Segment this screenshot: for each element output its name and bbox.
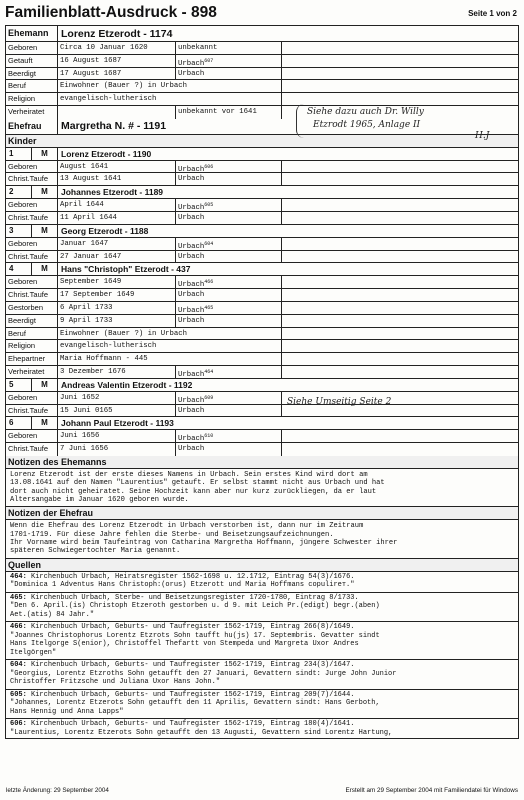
event-row [6,199,518,212]
wife-notes-text: Wenn die Ehefrau des Lorenz Etzerodt in Urbach verstorben ist, dann nur im Zeitraum 1701-1719. Für diese Jahre fehlen die Sterbe- und Beisetzungsaufzeichnungen. Ihr Vorname wird beim Taufeintrag von Catharina Margretha Hoffmann, jüngere Schwester ihrer späteren Schwiegertochter Maria genannt. [6,520,518,559]
footer [5,786,519,797]
husband-rows [6,42,518,119]
event-date: September 1649 [58,276,176,288]
wife-header [6,119,518,135]
event-value: Einwohner (Bauer ?) in Urbach [58,80,282,92]
event-value: Einwohner (Bauer ?) in Urbach [58,328,282,340]
event-place-text: unbekannt vor 1641 [178,107,257,116]
event-date: Juni 1656 [58,430,176,442]
child-number: 1 [6,148,32,160]
event-row [6,315,518,328]
event-label: Beerdigt [6,68,58,80]
event-label: Geboren [6,161,58,173]
empty-cell [282,430,518,442]
handwritten-initials: H.J [475,131,490,141]
event-row [6,212,518,225]
source-ref: 605 [204,202,214,209]
empty-cell [282,212,518,224]
event-place [176,173,282,185]
source-text: Kirchenbuch Urbach, Geburts- und Taufregister 1562-1719, Eintrag 234(3)/1647. "Georgius, Lorentz Etzroths Sohn getaufft den 27 Januari, Gevattern sindt: Jurge John Junior Christoffer Fritzsche und Juliana Uxor Hans John." [10,661,397,687]
event-place-text: Urbach [178,406,205,415]
event-row [6,251,518,264]
event-place-text: Urbach [178,213,205,222]
event-label: Christ.Taufe [6,443,58,456]
event-place-text: Urbach [178,291,205,300]
child-number: 3 [6,225,32,237]
child-header [6,263,518,276]
event-place [176,405,282,417]
event-row [6,405,518,418]
event-row [6,366,518,379]
event-date: 13 August 1641 [58,173,176,185]
source-text: Kirchenbuch Urbach, Sterbe- und Beisetzungsregister 1720-1780, Eintrag 8/1733. "Den 6. April.(is) Christoph Etzeroth gestorben u. d 9. mit Leich Pr.(edigt) begr.(aben) Aet.(atis) 84 Jahr." [10,593,380,619]
child-name: Hans "Christoph" Etzerodt - 437 [61,264,191,275]
source-ref: 609 [204,394,214,401]
event-place-text: Urbach [178,445,205,454]
husband-notes-heading: Notizen des Ehemanns [6,456,518,469]
child-name: Andreas Valentin Etzerodt - 1192 [61,379,193,390]
event-row [6,430,518,443]
source-ref: 606 [204,163,214,170]
handwritten-brace [296,104,306,138]
event-place-text: Urbach [178,165,205,173]
event-row [6,55,518,68]
child-sex: M [32,379,58,391]
event-label: Beruf [6,328,58,340]
child-sex: M [32,225,58,237]
empty-cell [282,289,518,301]
event-value: Maria Hoffmann - 445 [58,353,282,365]
child-header [6,148,518,161]
event-label: Geboren [6,238,58,250]
source-ref: 466 [204,279,214,286]
event-row [6,302,518,315]
source-text: Kirchenbuch Urbach, Geburts- und Taufregister 1562-1719, Eintrag 209(7)/1644. "Johannes, Lorentz Etzerots Sohn getaufft den 11 Aprilis, Gevattern sindt: Hans Gerboth, Hans Hennig und Anna Lapps" [10,690,380,716]
event-date: Juni 1652 [58,392,176,404]
event-place-text: Urbach [178,59,205,67]
wife-label: Ehefrau [6,119,58,134]
event-date: 17 August 1687 [58,68,176,80]
event-place [176,443,282,456]
source-id: 464: [10,572,27,581]
child-number: 2 [6,186,32,198]
event-place [176,315,282,327]
event-row [6,93,518,106]
child-number: 6 [6,417,32,429]
event-date: April 1644 [58,199,176,211]
event-row [6,106,518,119]
child-sex: M [32,148,58,160]
empty-cell [282,340,518,352]
event-place-text: Urbach [178,175,205,184]
event-date: Circa 10 Januar 1620 [58,42,176,54]
event-label: Geboren [6,430,58,442]
event-place-text: Urbach [178,435,205,443]
children-heading: Kinder [6,135,518,148]
child-sex: M [32,417,58,429]
event-place-text: Urbach [178,396,205,404]
husband-notes-text: Lorenz Etzerodt ist der erste dieses Namens in Urbach. Sein erstes Kind wird dort am 13.08.1641 auf den Namen "Laurentius" getauft. Er selbst stammt nicht aus Urbach und hat dort auch nicht geheiratet. Seine Hochzeit kann aber nur kurz zurückliegen, da er laut Altersangabe im Januar 1620 geboren wurde. [6,469,518,508]
event-place-text: Urbach [178,204,205,211]
handwritten-note-line-1: Siehe dazu auch Dr. Willy [307,107,424,117]
event-row [6,276,518,289]
empty-cell [282,42,518,54]
event-label: Christ.Taufe [6,173,58,185]
event-date: 3 Dezember 1676 [58,366,176,378]
event-place [176,392,282,404]
empty-cell [282,353,518,365]
event-row [6,80,518,93]
child-name: Johannes Etzerodt - 1189 [61,187,164,198]
empty-cell [282,443,518,456]
source-entry [6,593,518,623]
event-label: Beruf [6,80,58,92]
family-sheet-page [5,3,519,797]
event-label: Beerdigt [6,315,58,327]
child-name: Georg Etzerodt - 1188 [61,225,149,236]
event-place [176,251,282,263]
event-place [176,289,282,301]
source-ref: 607 [204,57,214,64]
event-place [176,106,282,119]
event-value: evangelisch-lutherisch [58,93,282,105]
event-row [6,289,518,302]
source-entry [6,690,518,720]
event-row [6,173,518,186]
event-row [6,340,518,353]
event-row [6,238,518,251]
event-place-text: Urbach [178,252,205,261]
sources-list [6,572,518,739]
event-label: Christ.Taufe [6,251,58,263]
event-row [6,161,518,174]
wife-notes-heading: Notizen der Ehefrau [6,507,518,520]
event-date: 6 April 1733 [58,302,176,314]
child-name: Johann Paul Etzerodt - 1193 [61,418,174,429]
event-label: Verheiratet [6,106,58,119]
source-id: 466: [10,623,27,632]
event-row [6,68,518,81]
child-name: Lorenz Etzerodt - 1190 [61,148,152,159]
event-date: 15 Juni 0165 [58,405,176,417]
event-place [176,212,282,224]
event-place [176,55,282,67]
header [5,3,519,25]
child-header [6,417,518,430]
source-entry [6,660,518,690]
empty-cell [282,199,518,211]
empty-cell [282,328,518,340]
empty-cell [282,80,518,92]
event-row [6,392,518,405]
event-place-text: Urbach [178,306,205,314]
event-label: Gestorben [6,302,58,314]
event-label: Geboren [6,392,58,404]
empty-cell [282,366,518,378]
event-label: Getauft [6,55,58,67]
event-place [176,238,282,250]
event-place-text: Urbach [178,281,205,289]
empty-cell [282,173,518,185]
child-sex: M [32,263,58,275]
family-table [5,25,519,739]
event-label: Geboren [6,42,58,54]
source-id: 606: [10,720,27,729]
event-date [58,106,176,119]
footer-last-modified: letzte Änderung: 29 September 2004 [6,787,109,794]
empty-cell [282,93,518,105]
empty-cell [282,276,518,288]
event-date: 27 Januar 1647 [58,251,176,263]
event-row [6,353,518,366]
empty-cell [282,55,518,67]
empty-cell [282,68,518,80]
event-label: Christ.Taufe [6,405,58,417]
handwritten-note-line-2: Etzrodt 1965, Anlage II [313,120,421,130]
source-id: 604: [10,661,27,670]
child-number: 4 [6,263,32,275]
source-text: Kirchenbuch Urbach, Heiratsregister 1562-1698 u. 12.1712, Eintrag 54(3)/1676. "Dominica 1 Adventus Hans Christoph:(orus) Etzerott und Maria Hoffmans copulirет." [10,572,355,590]
children-list [6,148,518,456]
event-place [176,161,282,173]
event-place-text: Urbach [178,242,205,250]
child-header [6,225,518,238]
husband-header [6,26,518,42]
page-title: Familienblatt-Ausdruck - 898 [5,4,217,21]
event-label: Geboren [6,276,58,288]
empty-cell [282,161,518,173]
event-place-text: Urbach [178,370,205,378]
event-place [176,430,282,442]
event-row [6,328,518,341]
child-header [6,186,518,199]
event-label: Religion [6,93,58,105]
husband-name: Lorenz Etzerodt - 1174 [61,27,173,40]
wife-name: Margretha N. # - 1191 [61,120,167,133]
empty-cell [282,315,518,327]
event-place [176,68,282,80]
source-ref: 604 [204,240,214,247]
event-value: evangelisch-lutherisch [58,340,282,352]
husband-label: Ehemann [6,26,58,41]
event-label: Geboren [6,199,58,211]
source-text: Kirchenbuch Urbach, Geburts- und Taufregister 1562-1719, Eintrag 266(8)/1649. "Joannes Christophorus Lorentz Etzrots Sohn taufft hu(js) 17. Septembris. Gevatter sindt Hans Itelgorge S(enior), Christoffel Thefartt von Stempeda und Margreta Uxor Andres Itelgörgen" [10,623,380,657]
event-row [6,443,518,456]
source-id: 465: [10,593,27,602]
event-date: August 1641 [58,161,176,173]
event-date: 7 Juni 1656 [58,443,176,456]
event-date: 16 August 1687 [58,55,176,67]
source-text: Kirchenbuch Urbach, Geburts- und Taufregister 1562-1719, Eintrag 180(4)/1641. "Laurentius, Lorentz Etzerots Sohn getaufft den 13 Augusti, Gevattern sind Lorentz Hartung, [10,720,393,737]
empty-cell [282,238,518,250]
event-place [176,302,282,314]
event-place-text: Urbach [178,69,205,78]
source-id: 605: [10,690,27,699]
source-entry [6,622,518,660]
footer-created: Erstellt am 29 September 2004 mit Familiendatei für Windows [345,787,518,794]
event-label: Ehepartner [6,353,58,365]
event-label: Christ.Taufe [6,289,58,301]
event-place-text: unbekannt [178,44,218,52]
event-date: Januar 1647 [58,238,176,250]
event-place [176,366,282,378]
event-label: Christ.Taufe [6,212,58,224]
empty-cell [282,251,518,263]
event-date: 17 September 1649 [58,289,176,301]
event-place [176,199,282,211]
event-place [176,276,282,288]
child-sex: M [32,186,58,198]
source-entry [6,572,518,593]
sources-heading: Quellen [6,559,518,572]
child-number: 5 [6,379,32,391]
event-label: Verheiratet [6,366,58,378]
event-label: Religion [6,340,58,352]
source-ref: 465 [204,304,214,311]
handwritten-child5-note: Siehe Umseitig Seite 2 [287,397,392,407]
child-header [6,379,518,392]
page-number: Seite 1 von 2 [468,9,517,18]
event-row [6,42,518,55]
empty-cell [282,302,518,314]
source-ref: 610 [204,433,214,440]
event-place [176,42,282,54]
source-entry [6,719,518,738]
event-date: 11 April 1644 [58,212,176,224]
source-ref: 464 [204,368,214,375]
event-place-text: Urbach [178,316,205,325]
event-date: 9 April 1733 [58,315,176,327]
